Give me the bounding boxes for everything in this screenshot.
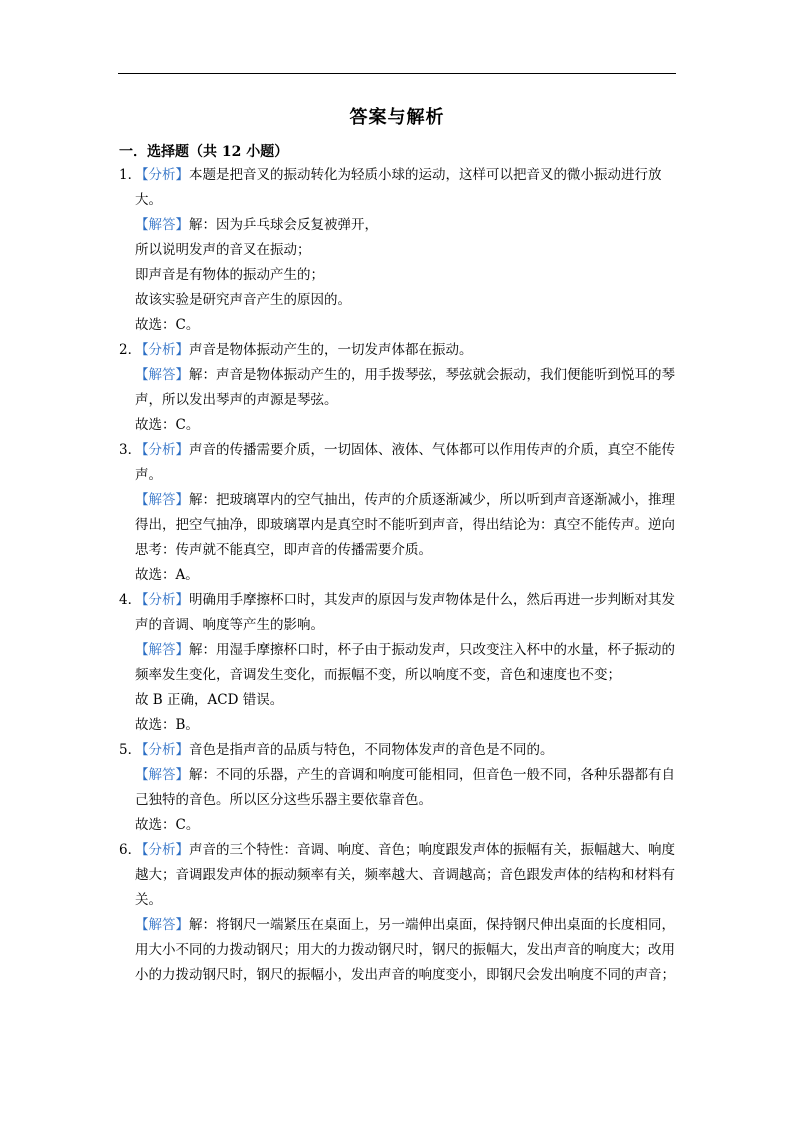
analysis-tag: 【分析】 <box>135 167 189 183</box>
analysis-paragraph <box>135 738 679 763</box>
choice-line: 故选：B。 <box>135 717 199 733</box>
answer-line: 解：不同的乐器，产生的音调和响度可能相同，但音色一般不同，各种乐器都有自己独特的音色。所以区分这些乐器主要依靠音色。 <box>135 767 675 808</box>
question-number: 2． <box>119 342 142 358</box>
page-title: 答案与解析 <box>349 107 445 128</box>
answer-line: 即声音是有物体的振动产生的； <box>135 267 324 283</box>
answer-paragraph <box>135 363 679 413</box>
question-item <box>119 163 679 338</box>
section-heading: 一．选择题（共 12 小题） <box>119 144 289 160</box>
question-number: 6． <box>119 842 142 858</box>
answer-tag: 【解答】 <box>135 642 189 658</box>
question-number: 4． <box>119 592 142 608</box>
answer-line: 解：把玻璃罩内的空气抽出，传声的介质逐渐减少，所以听到声音逐渐减小，推理得出，把空气抽净，即玻璃罩内是真空时不能听到声音，得出结论为：真空不能传声。逆向思考：传声就不能真空，即声音的传播需要介质。 <box>135 492 675 558</box>
answer-paragraph <box>135 638 679 688</box>
answer-line: 故 B 正确，ACD 错误。 <box>135 692 284 708</box>
choice-line: 故选：C。 <box>135 817 200 833</box>
analysis-text: 声音是物体振动产生的，一切发声体都在振动。 <box>189 342 473 358</box>
answer-line: 解：声音是物体振动产生的，用手拨琴弦，琴弦就会振动，我们便能听到悦耳的琴声，所以发出琴声的声源是琴弦。 <box>135 367 675 408</box>
question-number: 5． <box>119 742 142 758</box>
analysis-tag: 【分析】 <box>135 442 189 458</box>
question-number: 3． <box>119 442 142 458</box>
question-item <box>119 438 679 588</box>
header-rule <box>118 73 676 74</box>
choice-line: 故选：C。 <box>135 417 200 433</box>
analysis-text: 本题是把音叉的振动转化为轻质小球的运动，这样可以把音叉的微小振动进行放大。 <box>135 167 662 208</box>
analysis-tag: 【分析】 <box>135 742 189 758</box>
answer-line: 所以说明发声的音叉在振动； <box>135 242 311 258</box>
question-item <box>119 838 679 988</box>
analysis-tag: 【分析】 <box>135 342 189 358</box>
answer-list <box>119 163 679 988</box>
answer-line: 解：用湿手摩擦杯口时，杯子由于振动发声，只改变注入杯中的水量，杯子振动的频率发生变化，音调发生变化，而振幅不变，所以响度不变，音色和速度也不变； <box>135 642 675 683</box>
analysis-text: 声音的传播需要介质，一切固体、液体、气体都可以作用传声的介质，真空不能传声。 <box>135 442 675 483</box>
analysis-paragraph <box>135 838 679 913</box>
analysis-paragraph <box>135 588 679 638</box>
answer-paragraph <box>135 763 679 813</box>
choice-line: 故选：C。 <box>135 317 200 333</box>
answer-line: 解：将钢尺一端紧压在桌面上，另一端伸出桌面，保持钢尺伸出桌面的长度相同，用大小不同的力拨动钢尺；用大的力拨动钢尺时，钢尺的振幅大，发出声音的响度大；改用小的力拨动钢尺时，钢尺的振幅小，发出声音的响度变小，即钢尺会发出响度不同的声音； <box>135 917 675 983</box>
question-item <box>119 338 679 438</box>
analysis-text: 音色是指声音的品质与特色，不同物体发声的音色是不同的。 <box>189 742 554 758</box>
analysis-paragraph <box>135 438 679 488</box>
question-item <box>119 588 679 738</box>
answer-tag: 【解答】 <box>135 917 189 933</box>
answer-tag: 【解答】 <box>135 492 189 508</box>
answer-tag: 【解答】 <box>135 367 189 383</box>
analysis-text: 明确用手摩擦杯口时，其发声的原因与发声物体是什么，然后再进一步判断对其发声的音调、响度等产生的影响。 <box>135 592 675 633</box>
answer-line: 故该实验是研究声音产生的原因的。 <box>135 292 351 308</box>
analysis-tag: 【分析】 <box>135 592 189 608</box>
analysis-text: 声音的三个特性：音调、响度、音色；响度跟发声体的振幅有关，振幅越大、响度越大；音调跟发声体的振动频率有关，频率越大、音调越高；音色跟发声体的结构和材料有关。 <box>135 842 675 908</box>
answer-paragraph <box>135 488 679 563</box>
question-item <box>119 738 679 838</box>
analysis-tag: 【分析】 <box>135 842 189 858</box>
answer-paragraph <box>135 913 679 988</box>
answer-tag: 【解答】 <box>135 767 189 783</box>
answer-tag: 【解答】 <box>135 217 189 233</box>
choice-line: 故选：A。 <box>135 567 199 583</box>
question-number: 1． <box>119 167 142 183</box>
answer-paragraph <box>135 213 679 238</box>
answer-line: 解：因为乒乓球会反复被弹开， <box>189 217 378 233</box>
analysis-paragraph <box>135 338 679 363</box>
analysis-paragraph <box>135 163 679 213</box>
